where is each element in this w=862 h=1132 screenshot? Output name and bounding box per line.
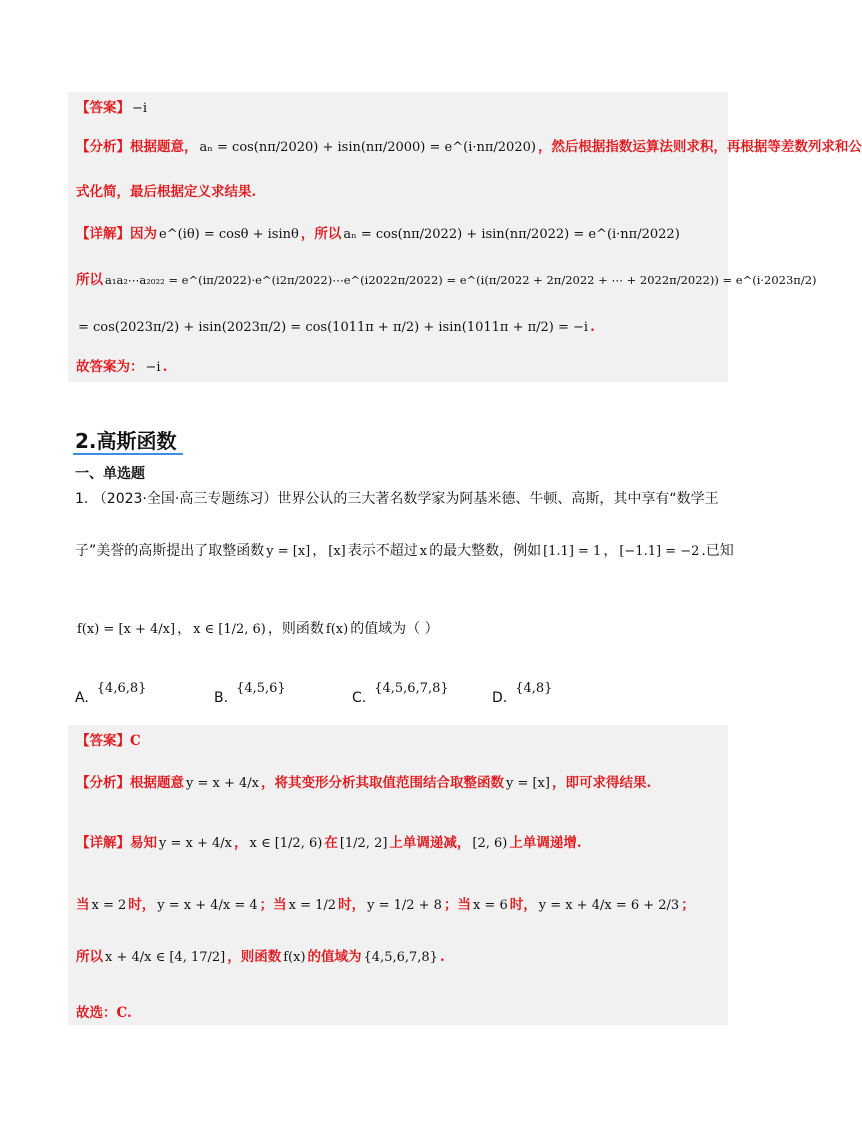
detail-formula: = cos(2023π/2) + isin(2023π/2) = cos(1011π + π/2) + isin(1011π + π/2) = −i xyxy=(78,320,589,335)
detail-text: ；当 xyxy=(443,897,471,913)
detail-text: 的值域为 xyxy=(307,949,362,965)
question-text: ， xyxy=(603,543,618,559)
detail-text: ，所以 xyxy=(300,226,342,242)
option-value: {4,5,6,7,8} xyxy=(374,681,449,696)
answer-block-2 xyxy=(68,725,728,1025)
detail-text: . xyxy=(439,949,445,965)
option-value: {4,8} xyxy=(515,681,553,696)
question-text: .已知 xyxy=(701,543,734,559)
option-c[interactable] xyxy=(352,681,449,706)
detail-formula: a₁a₂⋯a₂₀₂₂ = e^(iπ/2022)·e^(i2π/2022)⋯e^(i2022π/2022) = e^(i(π/2022 + 2π/2022 + ⋯ + 2022π/2022)) = e^(i·2023π/2) xyxy=(105,273,817,287)
detail-formula: x ∈ [1/2, 6) xyxy=(249,836,323,851)
question-text: 表示不超过 xyxy=(347,543,418,559)
detail-text: 因为 xyxy=(130,226,157,242)
detail-line-1 xyxy=(76,224,720,245)
question-formula: x ∈ [1/2, 6) xyxy=(193,622,266,637)
detail-text: 易知 xyxy=(130,835,157,851)
detail-formula: x = 6 xyxy=(472,898,508,913)
detail-text: 时， xyxy=(128,897,156,913)
detail-formula: x + 4/x ∈ [4, 17/2] xyxy=(105,950,226,965)
detail-formula: y = x + 4/x = 6 + 2/3 xyxy=(538,898,680,913)
detail-formula: x = 1/2 xyxy=(288,898,337,913)
detail-line-2 xyxy=(76,895,720,916)
analysis-line xyxy=(76,773,720,794)
detail-text: ；当 xyxy=(259,897,287,913)
analysis-formula: y = [x] xyxy=(505,776,550,791)
answer-block-1 xyxy=(68,92,862,382)
option-d[interactable] xyxy=(492,681,553,706)
option-b[interactable] xyxy=(214,681,286,706)
analysis-text: 根据题意 xyxy=(130,775,184,791)
detail-text: 当 xyxy=(76,897,90,913)
detail-tag: 【详解】 xyxy=(76,835,130,851)
option-value: {4,6,8} xyxy=(96,681,147,696)
detail-formula: x = 2 xyxy=(91,898,127,913)
question-text: 的值域为（ ） xyxy=(350,621,439,637)
analysis-text: ，将其变形分析其取值范围结合取整函数 xyxy=(260,775,504,791)
analysis-text: ，然后根据指数运算法则求积，再根据等差数列求和公 xyxy=(537,139,862,155)
answer-value: −i xyxy=(132,101,148,116)
question-text: 子”美誉的高斯提出了取整函数 xyxy=(75,543,265,559)
question-formula: y = [x] xyxy=(266,544,311,559)
answer-tag: 【答案】 xyxy=(76,100,130,116)
conclusion-text: 故选：C. xyxy=(76,1005,132,1021)
question-formula: x xyxy=(419,544,428,559)
conclusion-text: 故答案为： xyxy=(76,359,144,375)
detail-formula: y = 1/2 + 8 xyxy=(367,898,442,913)
detail-text: ； xyxy=(681,897,695,913)
question-text: 的最大整数，例如 xyxy=(429,543,542,559)
detail-text: ，则函数 xyxy=(227,949,282,965)
detail-text: 在 xyxy=(324,835,338,851)
analysis-text: 式化简，最后根据定义求结果. xyxy=(76,184,257,200)
detail-text: 时， xyxy=(509,897,537,913)
subsection-title: 一、单选题 xyxy=(75,466,145,482)
detail-text: 上单调递减， xyxy=(389,835,471,851)
detail-line-3 xyxy=(76,947,720,968)
option-a[interactable] xyxy=(75,681,147,706)
detail-formula: [1/2, 2] xyxy=(339,836,388,851)
detail-formula: [2, 6) xyxy=(472,836,508,851)
option-label: D. xyxy=(492,690,508,706)
detail-formula: aₙ = cos(nπ/2022) + isin(nπ/2022) = e^(i·nπ/2022) xyxy=(343,227,680,242)
question-line-2 xyxy=(75,540,734,563)
heading-underline xyxy=(73,453,183,455)
detail-text: 所以 xyxy=(76,272,103,288)
analysis-tag: 【分析】 xyxy=(76,139,130,155)
detail-formula: e^(iθ) = cosθ + isinθ xyxy=(159,227,299,242)
detail-line-2 xyxy=(76,270,817,290)
detail-text: 上单调递增. xyxy=(509,835,582,851)
conclusion-line xyxy=(76,1003,720,1023)
detail-formula: y = x + 4/x xyxy=(159,836,232,851)
answer-line xyxy=(76,731,720,751)
question-line-3 xyxy=(75,618,439,641)
analysis-line-2 xyxy=(76,182,720,202)
detail-tag: 【详解】 xyxy=(76,226,130,242)
question-formula: [x] xyxy=(328,544,346,559)
detail-line-1 xyxy=(76,833,720,854)
analysis-formula: aₙ = cos(nπ/2020) + isin(nπ/2000) = e^(i·nπ/2020) xyxy=(199,140,536,155)
question-line-1: 1. （2023·全国·高三专题练习）世界公认的三大著名数学家为阿基米德、牛顿、高斯，其中享有“数学王 xyxy=(75,491,719,507)
detail-formula: {4,5,6,7,8} xyxy=(363,950,438,965)
analysis-tag: 【分析】 xyxy=(76,775,130,791)
detail-text: ， xyxy=(233,835,248,851)
option-value: {4,5,6} xyxy=(236,681,286,696)
conclusion-line: 故答案为： −i . xyxy=(76,359,168,375)
detail-text: 时， xyxy=(338,897,366,913)
option-label: A. xyxy=(75,690,89,706)
question-text: ，则函数 xyxy=(267,621,324,637)
question-formula: f(x) xyxy=(325,622,349,637)
option-label: B. xyxy=(214,690,229,706)
analysis-formula: y = x + 4/x xyxy=(186,776,259,791)
analysis-text: 根据题意， xyxy=(130,139,198,155)
question-formula: [1.1] = 1 xyxy=(543,544,602,559)
section-heading: 2.高斯函数 xyxy=(75,429,177,453)
question-formula: [−1.1] = −2 xyxy=(619,544,700,559)
detail-line-3: = cos(2023π/2) + isin(2023π/2) = cos(1011π + π/2) + isin(1011π + π/2) = −i . xyxy=(78,319,595,335)
analysis-text: ，即可求得结果. xyxy=(551,775,652,791)
question-formula: f(x) = [x + 4/x] xyxy=(77,622,176,637)
conclusion-value: −i xyxy=(145,360,161,375)
answer-tag: 【答案】 xyxy=(76,733,130,749)
question-text: ， xyxy=(177,621,192,637)
analysis-line-1 xyxy=(76,137,862,158)
detail-formula: y = x + 4/x = 4 xyxy=(157,898,258,913)
question-text: ， xyxy=(312,543,327,559)
answer-line xyxy=(76,98,720,119)
answer-value: C xyxy=(130,733,141,749)
option-label: C. xyxy=(352,690,367,706)
detail-text: 所以 xyxy=(76,949,103,965)
detail-formula: f(x) xyxy=(283,950,306,965)
